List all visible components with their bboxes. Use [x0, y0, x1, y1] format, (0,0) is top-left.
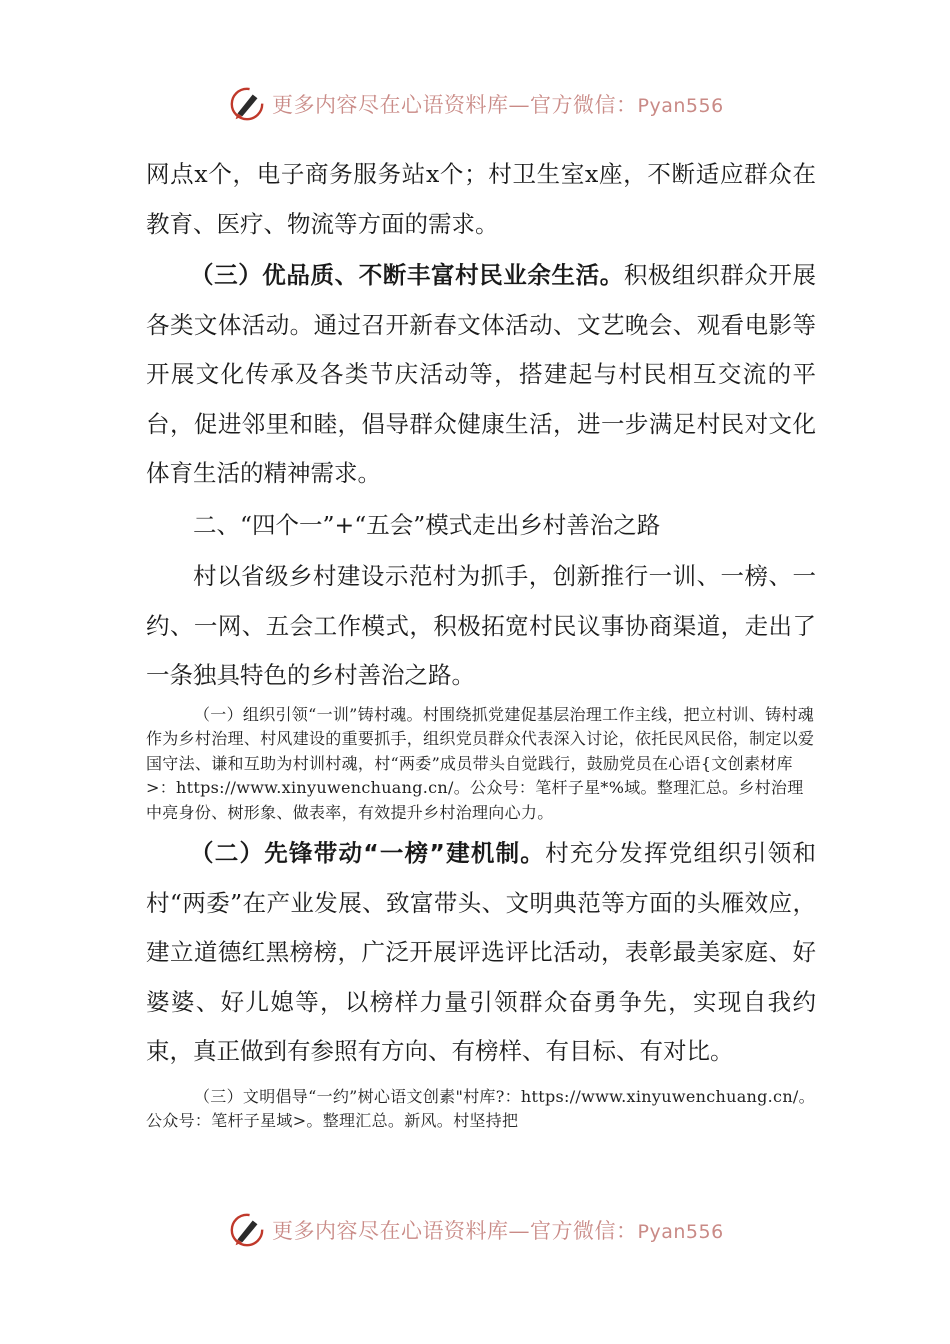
paragraph-honor-board: （二）先锋带动“一榜”建机制。村充分发挥党组织引领和村“两委”在产业发展、致富带头、文明典范等方面的头雁效应，建立道德红黑榜榜，广泛开展评选评比活动，表彰最美家庭、好婆婆、好儿媳等，以榜样力量引领群众奋勇争先，实现自我约束，真正做到有参照有方向、有榜样、有目标、有对比。 [146, 839, 817, 1065]
paragraph-services: 网点x个，电子商务服务站x个；村卫生室x座，不断适应群众在教育、医疗、物流等方面的需求。 [146, 160, 816, 238]
banner-wechat-id: Pyan556 [637, 1221, 724, 1243]
paragraph-small-village-motto: （一）组织引领“一训”铸村魂。村围绕抓党建促基层治理工作主线，把立村训、铸村魂作为乡村治理、村风建设的重要抓手，组织党员群众代表深入讨论，依托民风民俗，制定以爱国守法、谦和互助为村训村魂，村“两委”成员带头自觉践行，鼓励党员在心语{文创素材库>：https://www.xinyuwenchuang.cn/。公众号：笔杆子星*%域。整理汇总。乡村治理中亮身份、树形象、做表率，有效提升乡村治理向心力。 [146, 704, 815, 822]
footer-watermark-banner [228, 1208, 724, 1252]
header-watermark-banner [228, 82, 724, 126]
pen-nib-logo-icon [228, 1211, 266, 1249]
paragraph-small-village-compact: （三）文明倡导“一约”树心语文创素"村库?：https://www.xinyuwenchuang.cn/。公众号：笔杆子星域>。整理汇总。新风。村坚持把 [146, 1086, 815, 1130]
paragraph-governance-intro: 村以省级乡村建设示范村为抓手，创新推行一训、一榜、一约、一网、五会工作模式，积极拓宽村民议事协商渠道，走出了一条独具特色的乡村善治之路。 [146, 562, 816, 689]
chapter-heading-2: 二、“四个一”+“五会”模式走出乡村善治之路 [193, 510, 661, 539]
pen-nib-logo-icon [228, 85, 266, 123]
document-body [146, 150, 816, 1134]
banner-text: 更多内容尽在心语资料库—官方微信：Pyan556 [272, 93, 724, 117]
paragraph-culture: （三）优品质、不断丰富村民业余生活。积极组织群众开展各类文体活动。通过召开新春文体活动、文艺晚会、观看电影等开展文化传承及各类节庆活动等，搭建起与村民相互交流的平台，促进邻里和睦，倡导群众健康生活，进一步满足村民对文化体育生活的精神需求。 [146, 261, 817, 487]
section-heading-2: （二）先锋带动“一榜”建机制。 [190, 839, 546, 867]
banner-text: 更多内容尽在心语资料库—官方微信：Pyan556 [272, 1219, 724, 1243]
banner-wechat-id: Pyan556 [637, 95, 724, 117]
section-heading-3: （三）优品质、不断丰富村民业余生活。 [190, 261, 624, 289]
